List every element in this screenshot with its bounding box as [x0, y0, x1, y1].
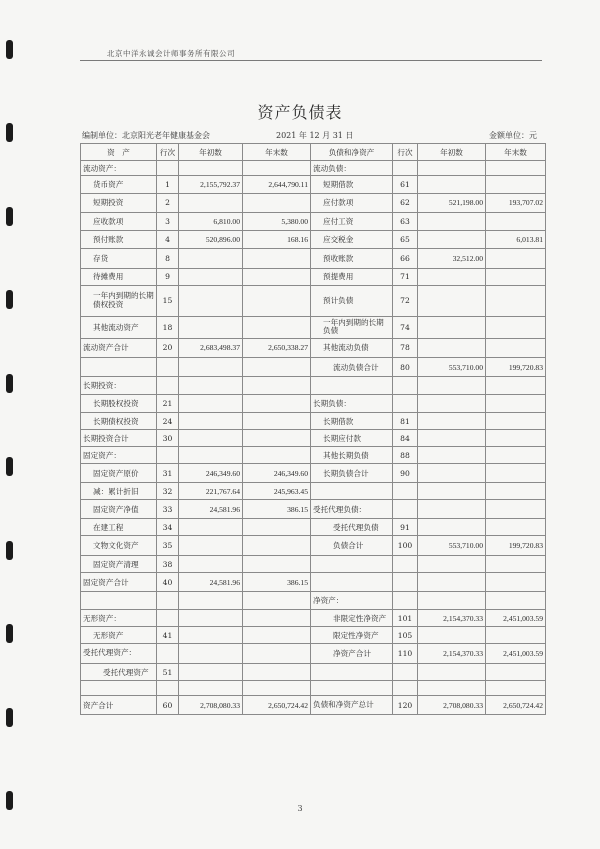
header-rule — [80, 60, 542, 61]
liability-begin-amount — [418, 161, 486, 176]
asset-end-amount — [243, 412, 311, 430]
asset-label: 长期债权投资 — [81, 412, 157, 430]
report-date: 2021 年 12 月 31 日 — [276, 131, 354, 140]
liability-line-no: 80 — [393, 357, 418, 377]
asset-begin-amount: 24,581.96 — [179, 573, 243, 592]
binding-hole — [6, 708, 13, 727]
liability-begin-amount: 553,710.00 — [418, 536, 486, 556]
asset-end-amount — [243, 446, 311, 464]
asset-label: 在建工程 — [81, 518, 157, 536]
asset-label: 无形资产： — [81, 609, 157, 627]
asset-line-no: 9 — [157, 269, 179, 286]
liability-label: 限定性净资产 — [311, 627, 393, 644]
asset-line-no: 1 — [157, 176, 179, 194]
asset-label: 长期投资合计 — [81, 430, 157, 447]
liability-end-amount — [486, 248, 546, 269]
table-row — [81, 230, 546, 248]
asset-label: 受托代理资产： — [81, 643, 157, 663]
asset-begin-amount — [179, 536, 243, 556]
asset-line-no — [157, 609, 179, 627]
asset-end-amount — [243, 643, 311, 663]
asset-label: 短期投资 — [81, 193, 157, 213]
liability-label: 长期借款 — [311, 412, 393, 430]
table-row — [81, 464, 546, 483]
liability-end-amount — [486, 161, 546, 176]
liability-begin-amount — [418, 627, 486, 644]
liability-begin-amount — [418, 430, 486, 447]
table-row — [81, 412, 546, 430]
asset-end-amount: 2,644,790.11 — [243, 176, 311, 194]
liability-end-amount — [486, 430, 546, 447]
asset-end-amount — [243, 285, 311, 316]
liability-end-amount — [486, 500, 546, 519]
liability-end-amount — [486, 482, 546, 500]
liability-label — [311, 555, 393, 573]
binding-hole — [6, 290, 13, 309]
asset-line-no: 8 — [157, 248, 179, 269]
asset-line-no — [157, 357, 179, 377]
entity-label: 编制单位：北京阳光老年健康基金会 — [82, 131, 210, 140]
asset-begin-amount — [179, 285, 243, 316]
table-row — [81, 482, 546, 500]
liability-end-amount — [486, 285, 546, 316]
asset-begin-amount — [179, 555, 243, 573]
liability-begin-amount — [418, 573, 486, 592]
liability-end-amount — [486, 377, 546, 395]
asset-line-no: 38 — [157, 555, 179, 573]
asset-label: 减：累计折旧 — [81, 482, 157, 500]
liability-line-no — [393, 377, 418, 395]
table-row — [81, 663, 546, 681]
asset-end-amount: 386.15 — [243, 500, 311, 519]
asset-line-no: 24 — [157, 412, 179, 430]
asset-end-amount — [243, 681, 311, 696]
liability-label: 短期借款 — [311, 176, 393, 194]
asset-label: 预付账款 — [81, 230, 157, 248]
liability-end-amount — [486, 213, 546, 231]
asset-begin-amount — [179, 681, 243, 696]
asset-label: 固定资产： — [81, 446, 157, 464]
asset-begin-amount — [179, 316, 243, 339]
table-row — [81, 394, 546, 412]
column-header: 行次 — [393, 144, 418, 161]
asset-label: 固定资产原价 — [81, 464, 157, 483]
asset-label: 长期股权投资 — [81, 394, 157, 412]
asset-line-no — [157, 446, 179, 464]
liability-end-amount — [486, 663, 546, 681]
liability-end-amount — [486, 464, 546, 483]
liability-label: 其他长期负债 — [311, 446, 393, 464]
liability-end-amount — [486, 269, 546, 286]
liability-begin-amount — [418, 412, 486, 430]
liability-begin-amount — [418, 377, 486, 395]
asset-begin-amount — [179, 446, 243, 464]
asset-end-amount: 246,349.60 — [243, 464, 311, 483]
asset-label: 一年内到期的长期债权投资 — [81, 285, 157, 316]
binding-hole — [6, 207, 13, 226]
liability-begin-amount — [418, 591, 486, 609]
liability-line-no: 110 — [393, 643, 418, 663]
asset-end-amount — [243, 357, 311, 377]
liability-line-no — [393, 500, 418, 519]
liability-line-no: 101 — [393, 609, 418, 627]
asset-begin-amount: 2,155,792.37 — [179, 176, 243, 194]
table-row — [81, 176, 546, 194]
asset-end-amount: 168.16 — [243, 230, 311, 248]
liability-begin-amount: 521,198.00 — [418, 193, 486, 213]
liability-begin-amount — [418, 316, 486, 339]
liability-line-no: 63 — [393, 213, 418, 231]
binding-hole — [6, 374, 13, 393]
table-header-row — [81, 144, 546, 161]
column-header: 年末数 — [486, 144, 546, 161]
asset-end-amount — [243, 609, 311, 627]
asset-label: 长期投资： — [81, 377, 157, 395]
table-row — [81, 285, 546, 316]
asset-line-no — [157, 643, 179, 663]
liability-line-no: 65 — [393, 230, 418, 248]
asset-label: 流动资产合计 — [81, 339, 157, 358]
asset-begin-amount — [179, 357, 243, 377]
liability-end-amount: 199,720.83 — [486, 357, 546, 377]
asset-line-no — [157, 377, 179, 395]
asset-end-amount: 5,380.00 — [243, 213, 311, 231]
table-row — [81, 446, 546, 464]
asset-end-amount — [243, 248, 311, 269]
asset-end-amount — [243, 316, 311, 339]
liability-begin-amount — [418, 663, 486, 681]
asset-begin-amount — [179, 518, 243, 536]
liability-label: 其他流动负债 — [311, 339, 393, 358]
liability-label: 应交税金 — [311, 230, 393, 248]
asset-line-no: 15 — [157, 285, 179, 316]
liability-label — [311, 573, 393, 592]
asset-begin-amount: 2,683,498.37 — [179, 339, 243, 358]
liability-begin-amount — [418, 394, 486, 412]
liability-end-amount — [486, 339, 546, 358]
asset-line-no: 2 — [157, 193, 179, 213]
asset-begin-amount — [179, 627, 243, 644]
table-row — [81, 161, 546, 176]
liability-line-no: 105 — [393, 627, 418, 644]
page-number: 3 — [297, 804, 303, 813]
liability-label: 预提费用 — [311, 269, 393, 286]
asset-begin-amount — [179, 193, 243, 213]
binding-hole — [6, 123, 13, 142]
liability-end-amount: 6,013.81 — [486, 230, 546, 248]
table-row — [81, 627, 546, 644]
liability-begin-amount: 2,708,080.33 — [418, 695, 486, 715]
liability-begin-amount: 553,710.00 — [418, 357, 486, 377]
column-header: 年初数 — [418, 144, 486, 161]
liability-line-no — [393, 663, 418, 681]
table-row — [81, 316, 546, 339]
liability-line-no — [393, 394, 418, 412]
liability-label: 净资产合计 — [311, 643, 393, 663]
asset-begin-amount — [179, 591, 243, 609]
asset-line-no: 30 — [157, 430, 179, 447]
asset-begin-amount — [179, 663, 243, 681]
asset-begin-amount: 6,810.00 — [179, 213, 243, 231]
asset-label: 固定资产净值 — [81, 500, 157, 519]
asset-line-no: 21 — [157, 394, 179, 412]
liability-line-no: 81 — [393, 412, 418, 430]
liability-label: 一年内到期的长期负债 — [311, 316, 393, 339]
liability-line-no — [393, 161, 418, 176]
asset-label: 文物文化资产 — [81, 536, 157, 556]
table-row — [81, 695, 546, 715]
asset-line-no: 35 — [157, 536, 179, 556]
asset-end-amount — [243, 193, 311, 213]
table-row — [81, 591, 546, 609]
asset-begin-amount — [179, 430, 243, 447]
asset-begin-amount — [179, 643, 243, 663]
asset-line-no: 33 — [157, 500, 179, 519]
asset-line-no — [157, 161, 179, 176]
liability-label — [311, 663, 393, 681]
liability-label: 非限定性净资产 — [311, 609, 393, 627]
table-row — [81, 248, 546, 269]
asset-line-no — [157, 591, 179, 609]
asset-line-no: 31 — [157, 464, 179, 483]
liability-line-no — [393, 482, 418, 500]
asset-label: 固定资产合计 — [81, 573, 157, 592]
liability-label: 应付款项 — [311, 193, 393, 213]
liability-line-no: 72 — [393, 285, 418, 316]
liability-begin-amount — [418, 555, 486, 573]
table-row — [81, 609, 546, 627]
liability-line-no: 91 — [393, 518, 418, 536]
liability-label: 长期负债合计 — [311, 464, 393, 483]
liability-label: 预计负债 — [311, 285, 393, 316]
liability-end-amount — [486, 681, 546, 696]
asset-label — [81, 357, 157, 377]
asset-label: 应收款项 — [81, 213, 157, 231]
asset-begin-amount — [179, 269, 243, 286]
liability-line-no — [393, 681, 418, 696]
column-header: 年初数 — [179, 144, 243, 161]
asset-end-amount — [243, 518, 311, 536]
liability-begin-amount — [418, 464, 486, 483]
liability-begin-amount — [418, 446, 486, 464]
liability-end-amount — [486, 555, 546, 573]
asset-line-no: 51 — [157, 663, 179, 681]
column-header: 行次 — [157, 144, 179, 161]
liability-end-amount: 193,707.02 — [486, 193, 546, 213]
liability-label: 负债和净资产总计 — [311, 695, 393, 715]
asset-line-no: 40 — [157, 573, 179, 592]
asset-end-amount — [243, 269, 311, 286]
liability-line-no — [393, 573, 418, 592]
liability-line-no: 71 — [393, 269, 418, 286]
asset-end-amount — [243, 591, 311, 609]
column-header: 资 产 — [81, 144, 157, 161]
asset-line-no: 34 — [157, 518, 179, 536]
balance-sheet-table — [80, 143, 546, 715]
column-header: 负债和净资产 — [311, 144, 393, 161]
liability-line-no: 120 — [393, 695, 418, 715]
liability-end-amount — [486, 412, 546, 430]
table-row — [81, 555, 546, 573]
table-row — [81, 536, 546, 556]
asset-line-no: 20 — [157, 339, 179, 358]
asset-end-amount: 2,650,338.27 — [243, 339, 311, 358]
liability-end-amount: 2,650,724.42 — [486, 695, 546, 715]
liability-begin-amount — [418, 482, 486, 500]
liability-label: 负债合计 — [311, 536, 393, 556]
liability-line-no: 88 — [393, 446, 418, 464]
table-row — [81, 193, 546, 213]
asset-begin-amount — [179, 412, 243, 430]
asset-label: 其他流动资产 — [81, 316, 157, 339]
liability-label: 长期应付款 — [311, 430, 393, 447]
liability-line-no — [393, 555, 418, 573]
liability-line-no — [393, 591, 418, 609]
liability-end-amount — [486, 316, 546, 339]
liability-begin-amount — [418, 285, 486, 316]
firm-name: 北京中洋永诚会计师事务所有限公司 — [107, 49, 235, 58]
table-row — [81, 681, 546, 696]
liability-begin-amount: 2,154,370.33 — [418, 609, 486, 627]
liability-begin-amount: 32,512.00 — [418, 248, 486, 269]
table-row — [81, 269, 546, 286]
liability-end-amount: 2,451,003.59 — [486, 609, 546, 627]
liability-label: 流动负债合计 — [311, 357, 393, 377]
asset-begin-amount — [179, 394, 243, 412]
asset-line-no: 32 — [157, 482, 179, 500]
liability-end-amount — [486, 518, 546, 536]
liability-line-no: 90 — [393, 464, 418, 483]
currency-unit: 金额单位：元 — [489, 131, 537, 140]
table-row — [81, 518, 546, 536]
asset-begin-amount — [179, 377, 243, 395]
liability-label — [311, 377, 393, 395]
asset-begin-amount: 24,581.96 — [179, 500, 243, 519]
asset-end-amount — [243, 161, 311, 176]
liability-label: 净资产： — [311, 591, 393, 609]
asset-end-amount — [243, 663, 311, 681]
liability-label: 预收账款 — [311, 248, 393, 269]
table-row — [81, 500, 546, 519]
table-row — [81, 430, 546, 447]
liability-label — [311, 482, 393, 500]
liability-end-amount — [486, 573, 546, 592]
table-row — [81, 339, 546, 358]
asset-end-amount: 386.15 — [243, 573, 311, 592]
asset-label: 无形资产 — [81, 627, 157, 644]
liability-label — [311, 681, 393, 696]
asset-end-amount: 2,650,724.42 — [243, 695, 311, 715]
binding-hole — [6, 40, 13, 59]
asset-label: 待摊费用 — [81, 269, 157, 286]
table-row — [81, 357, 546, 377]
liability-label: 应付工资 — [311, 213, 393, 231]
asset-begin-amount: 246,349.60 — [179, 464, 243, 483]
liability-begin-amount: 2,154,370.33 — [418, 643, 486, 663]
asset-line-no: 4 — [157, 230, 179, 248]
liability-begin-amount — [418, 213, 486, 231]
liability-line-no: 84 — [393, 430, 418, 447]
table-row — [81, 213, 546, 231]
liability-begin-amount — [418, 230, 486, 248]
liability-line-no: 78 — [393, 339, 418, 358]
binding-hole — [6, 624, 13, 643]
asset-begin-amount: 221,767.64 — [179, 482, 243, 500]
asset-begin-amount — [179, 609, 243, 627]
liability-end-amount: 199,720.83 — [486, 536, 546, 556]
liability-begin-amount — [418, 500, 486, 519]
liability-end-amount — [486, 176, 546, 194]
liability-begin-amount — [418, 176, 486, 194]
liability-end-amount — [486, 446, 546, 464]
binding-hole — [6, 457, 13, 476]
asset-end-amount — [243, 430, 311, 447]
page-title: 资产负债表 — [257, 103, 343, 122]
asset-begin-amount — [179, 161, 243, 176]
binding-holes — [6, 0, 18, 849]
asset-line-no: 41 — [157, 627, 179, 644]
liability-label: 长期负债： — [311, 394, 393, 412]
liability-label: 流动负债： — [311, 161, 393, 176]
asset-line-no: 60 — [157, 695, 179, 715]
liability-label: 受托代理负债： — [311, 500, 393, 519]
liability-begin-amount — [418, 681, 486, 696]
asset-begin-amount — [179, 248, 243, 269]
liability-line-no: 62 — [393, 193, 418, 213]
liability-label: 受托代理负债 — [311, 518, 393, 536]
asset-end-amount — [243, 627, 311, 644]
asset-line-no: 18 — [157, 316, 179, 339]
asset-label: 存货 — [81, 248, 157, 269]
asset-end-amount: 245,963.45 — [243, 482, 311, 500]
asset-label: 受托代理资产 — [81, 663, 157, 681]
asset-line-no — [157, 681, 179, 696]
liability-begin-amount — [418, 339, 486, 358]
liability-end-amount: 2,451,003.59 — [486, 643, 546, 663]
asset-end-amount — [243, 555, 311, 573]
asset-line-no: 3 — [157, 213, 179, 231]
liability-line-no: 100 — [393, 536, 418, 556]
asset-label: 固定资产清理 — [81, 555, 157, 573]
asset-label: 资产合计 — [81, 695, 157, 715]
liability-end-amount — [486, 394, 546, 412]
liability-end-amount — [486, 627, 546, 644]
table-row — [81, 573, 546, 592]
asset-end-amount — [243, 394, 311, 412]
liability-begin-amount — [418, 518, 486, 536]
liability-line-no: 74 — [393, 316, 418, 339]
asset-label: 货币资产 — [81, 176, 157, 194]
liability-line-no: 66 — [393, 248, 418, 269]
table-row — [81, 643, 546, 663]
asset-end-amount — [243, 377, 311, 395]
asset-begin-amount: 2,708,080.33 — [179, 695, 243, 715]
liability-begin-amount — [418, 269, 486, 286]
liability-end-amount — [486, 591, 546, 609]
column-header: 年末数 — [243, 144, 311, 161]
table-row — [81, 377, 546, 395]
asset-label — [81, 591, 157, 609]
binding-hole — [6, 541, 13, 560]
asset-begin-amount: 520,896.00 — [179, 230, 243, 248]
asset-end-amount — [243, 536, 311, 556]
liability-line-no: 61 — [393, 176, 418, 194]
asset-label: 流动资产： — [81, 161, 157, 176]
asset-label — [81, 681, 157, 696]
